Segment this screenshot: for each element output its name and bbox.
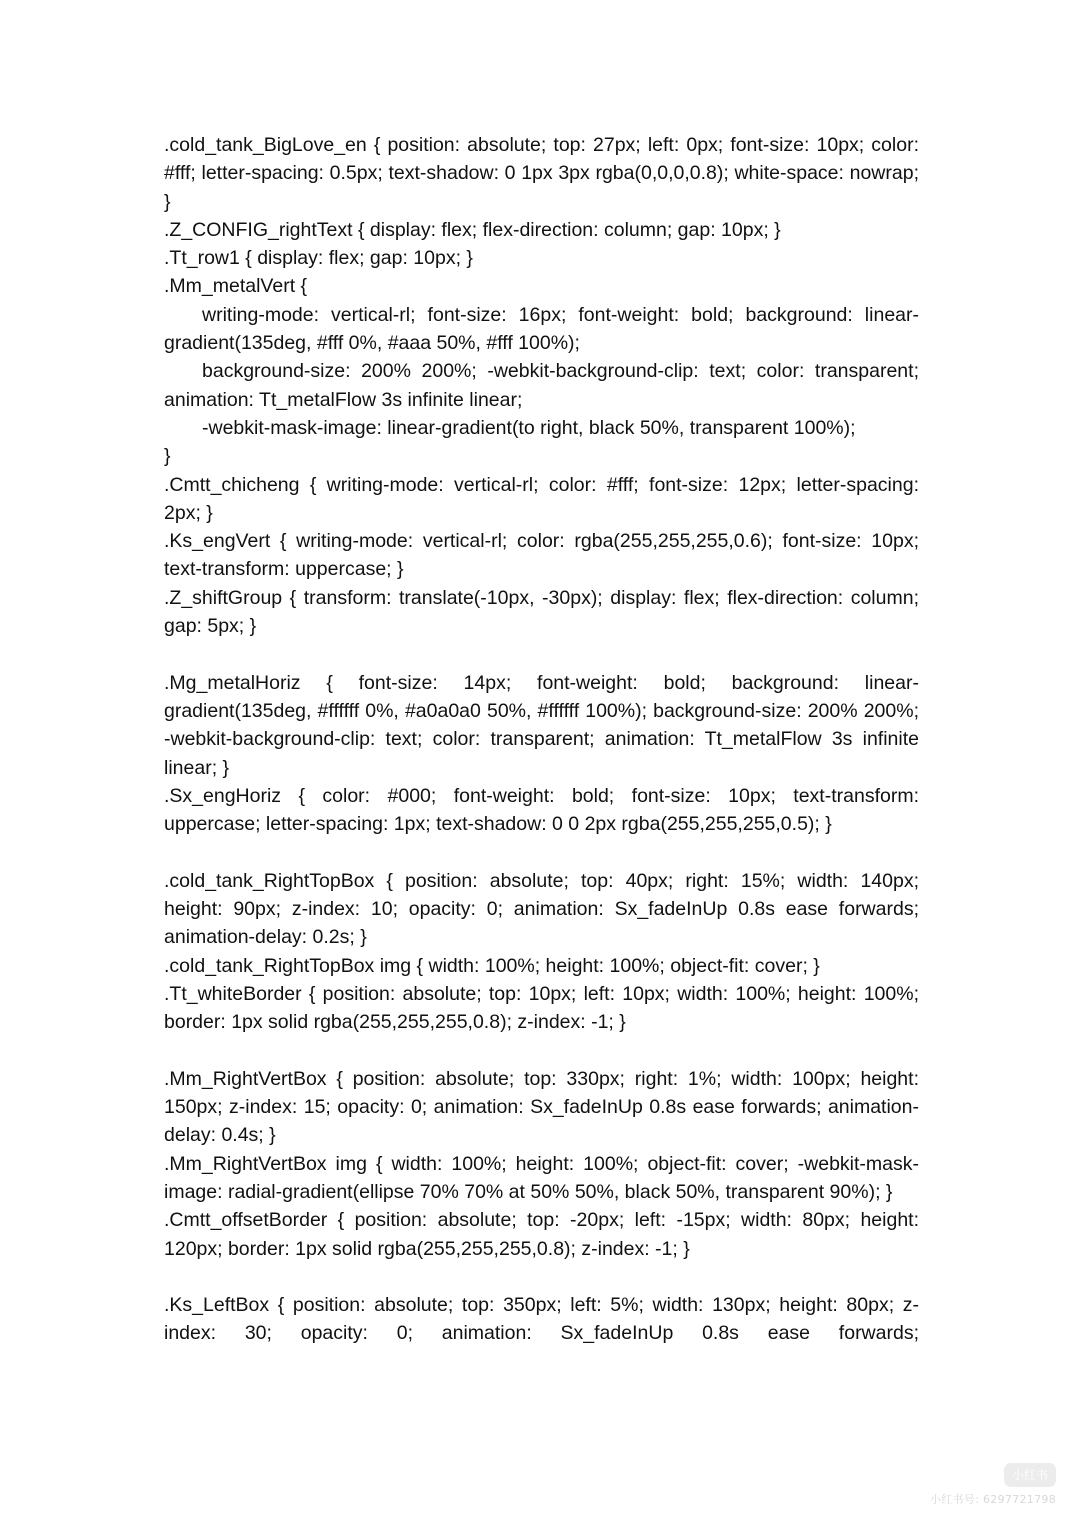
code-line: -webkit-mask-image: linear-gradient(to right, black 50%, transparent 100%); (202, 416, 856, 439)
code-line: .Ks_LeftBox { position: absolute; top: 350px; left: 5%; width: 130px; height: 80px; z-index: 30; opacity: 0; animation: Sx_fadeInUp 0.8s ease forwards; (164, 1294, 919, 1345)
watermark-id: 小红书号: 6297721798 (930, 1493, 1056, 1506)
code-line: .cold_tank_BigLove_en { position: absolute; top: 27px; left: 0px; font-size: 10px; color: #fff; letter-spacing: 0.5px; text-shadow: 0 1px 3px rgba(0,0,0,0.8); white-space: nowrap; } (164, 134, 919, 213)
blank-line (164, 1263, 919, 1291)
code-line: .Z_CONFIG_rightText { display: flex; flex-direction: column; gap: 10px; } (164, 218, 781, 241)
code-line: writing-mode: vertical-rl; font-size: 16px; font-weight: bold; background: linear-gradient(135deg, #fff 0%, #aaa 50%, #fff 100%); (164, 303, 919, 355)
code-line: .Z_shiftGroup { transform: translate(-10px, -30px); display: flex; flex-direction: column; gap: 5px; } (164, 586, 919, 638)
code-line: .cold_tank_RightTopBox img { width: 100%; height: 100%; object-fit: cover; } (164, 954, 820, 977)
blank-line (164, 640, 919, 668)
code-line: .Tt_whiteBorder { position: absolute; top: 10px; left: 10px; width: 100%; height: 100%; border: 1px solid rgba(255,255,255,0.8); z-index: -1; } (164, 982, 919, 1034)
code-line: .Mm_RightVertBox img { width: 100%; height: 100%; object-fit: cover; -webkit-mask-image: radial-gradient(ellipse 70% 70% at 50% 50%, black 50%, transparent 90%); } (164, 1152, 919, 1203)
code-line: .Mm_metalVert { (164, 275, 308, 298)
watermark-logo: 小红书 (1004, 1463, 1056, 1487)
document-body (164, 131, 919, 1348)
blank-line (164, 1037, 919, 1065)
code-line: .Sx_engHoriz { color: #000; font-weight: bold; font-size: 10px; text-transform: uppercase; letter-spacing: 1px; text-shadow: 0 0 2px rgba(255,255,255,0.5); } (164, 784, 919, 836)
code-line: .Mg_metalHoriz { font-size: 14px; font-weight: bold; background: linear-gradient(135deg, #ffffff 0%, #a0a0a0 50%, #ffffff 100%); background-size: 200% 200%; -webkit-background-clip: text; color: transparent; animation: Tt_metalFlow 3s infinite linear; } (164, 671, 919, 779)
code-line: .Mm_RightVertBox { position: absolute; top: 330px; right: 1%; width: 100px; height: 150px; z-index: 15; opacity: 0; animation: Sx_fadeInUp 0.8s ease forwards; animation-delay: 0.4s; } (164, 1067, 919, 1147)
code-line: background-size: 200% 200%; -webkit-background-clip: text; color: transparent; animation: Tt_metalFlow 3s infinite linear; (164, 360, 919, 411)
code-line: .Cmtt_offsetBorder { position: absolute; top: -20px; left: -15px; width: 80px; height: 120px; border: 1px solid rgba(255,255,255,0.8); z-index: -1; } (164, 1209, 919, 1260)
code-line: } (164, 445, 171, 468)
code-line: .Cmtt_chicheng { writing-mode: vertical-rl; color: #fff; font-size: 12px; letter-spacing: 2px; } (164, 473, 919, 524)
code-line: .Ks_engVert { writing-mode: vertical-rl; color: rgba(255,255,255,0.6); font-size: 10px; text-transform: uppercase; } (164, 530, 919, 581)
blank-line (164, 838, 919, 866)
watermark (930, 1463, 1056, 1507)
code-line: .cold_tank_RightTopBox { position: absolute; top: 40px; right: 15%; width: 140px; height: 90px; z-index: 10; opacity: 0; animation: Sx_fadeInUp 0.8s ease forwards; animation-delay: 0.2s; } (164, 869, 919, 949)
code-line: .Tt_row1 { display: flex; gap: 10px; } (164, 247, 473, 270)
